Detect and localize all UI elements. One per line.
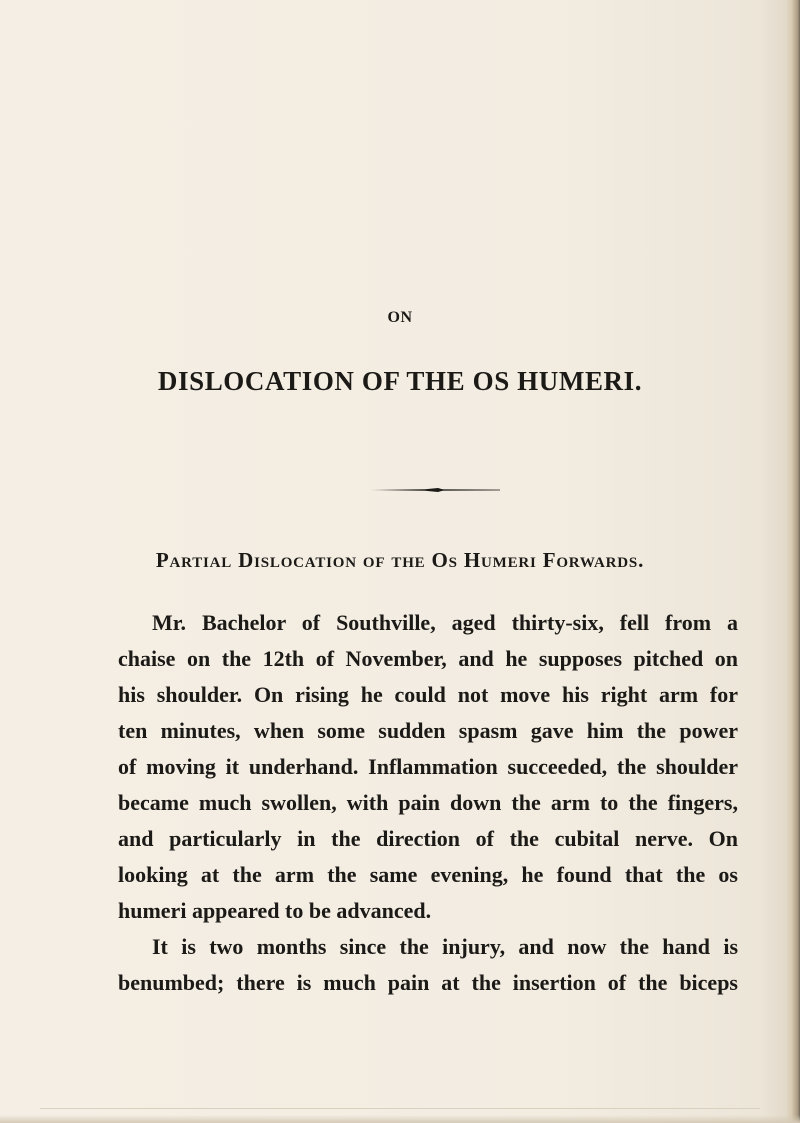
body-text (118, 605, 738, 1001)
page-title: DISLOCATION OF THE OS HUMERI. (157, 366, 643, 396)
text-line: It is two months since the injury, and now the hand is (152, 934, 738, 959)
text-line: of moving it underhand. Inflammation succeeded, the shoulder (118, 754, 738, 779)
text-line: chaise on the 12th of November, and he supposes pitched on (118, 646, 738, 671)
ornamental-rule (370, 485, 500, 495)
text-line: ten minutes, when some sudden spasm gave him the power (118, 718, 738, 743)
page-bottom-shadow (0, 1115, 800, 1123)
text-line: became much swollen, with pain down the arm to the fingers, (118, 790, 738, 815)
text-line: his shoulder. On rising he could not move his right arm for (118, 682, 738, 707)
text-line: humeri appeared to be advanced. (118, 898, 432, 923)
title-kicker: ON (387, 309, 413, 326)
text-line: looking at the arm the same evening, he found that the os (118, 862, 738, 887)
section-heading: Partial Dislocation of the Os Humeri Forwards. (155, 548, 645, 572)
text-line: Mr. Bachelor of Southville, aged thirty-six, fell from a (152, 610, 738, 635)
page-bottom-rule (40, 1108, 760, 1109)
text-line: and particularly in the direction of the cubital nerve. On (118, 826, 738, 851)
text-line: benumbed; there is much pain at the insertion of the biceps (118, 970, 738, 995)
